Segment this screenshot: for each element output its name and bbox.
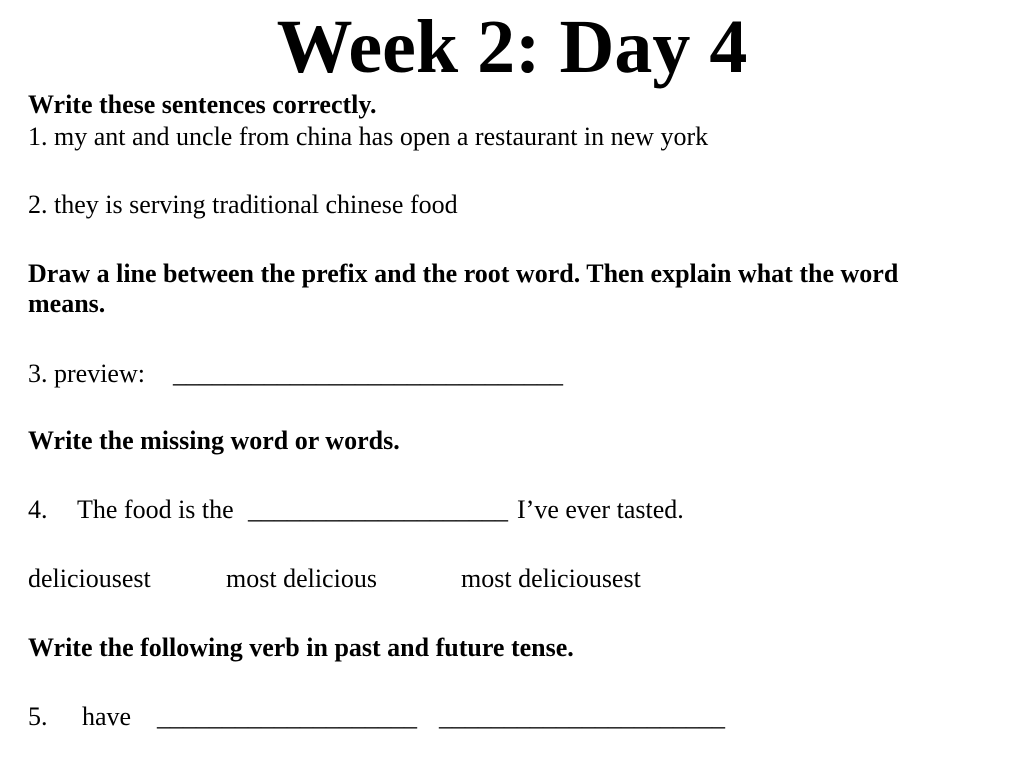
item-4-text-before: The food is the (77, 495, 234, 524)
item-5-number: 5. (28, 702, 48, 731)
sentence-item-1: 1. my ant and uncle from china has open a restaurant in new york (28, 122, 709, 151)
choice-option: deliciousest (28, 564, 151, 593)
choice-option: most deliciousest (461, 564, 641, 593)
instruction-write-sentences: Write these sentences correctly. (28, 90, 377, 119)
sentence-item-2: 2. they is serving traditional chinese food (28, 190, 458, 219)
item-5-past-tense-blank[interactable]: ____________________ (157, 702, 417, 731)
instruction-missing-words: Write the missing word or words. (28, 426, 400, 455)
item-5-future-tense-blank[interactable]: ______________________ (439, 702, 725, 731)
item-4-number: 4. (28, 495, 48, 524)
item-4-answer-blank[interactable]: ____________________ (248, 495, 508, 524)
page-title: Week 2: Day 4 (276, 5, 748, 89)
item-3-label: 3. preview: (28, 359, 145, 388)
choice-list (28, 564, 641, 594)
missing-word-item-4 (28, 495, 684, 525)
prefix-item-3 (28, 359, 563, 389)
verb-item-5 (28, 702, 725, 732)
item-3-answer-blank[interactable]: ______________________________ (173, 359, 563, 388)
instruction-verb-tense: Write the following verb in past and future tense. (28, 633, 574, 662)
item-5-word: have (82, 702, 132, 731)
item-4-text-after: I’ve ever tasted. (517, 495, 684, 524)
instruction-prefix-line1: Draw a line between the prefix and the root word. Then explain what the word (28, 259, 899, 288)
instruction-prefix-line2: means. (28, 289, 106, 318)
choice-option: most delicious (226, 564, 377, 593)
